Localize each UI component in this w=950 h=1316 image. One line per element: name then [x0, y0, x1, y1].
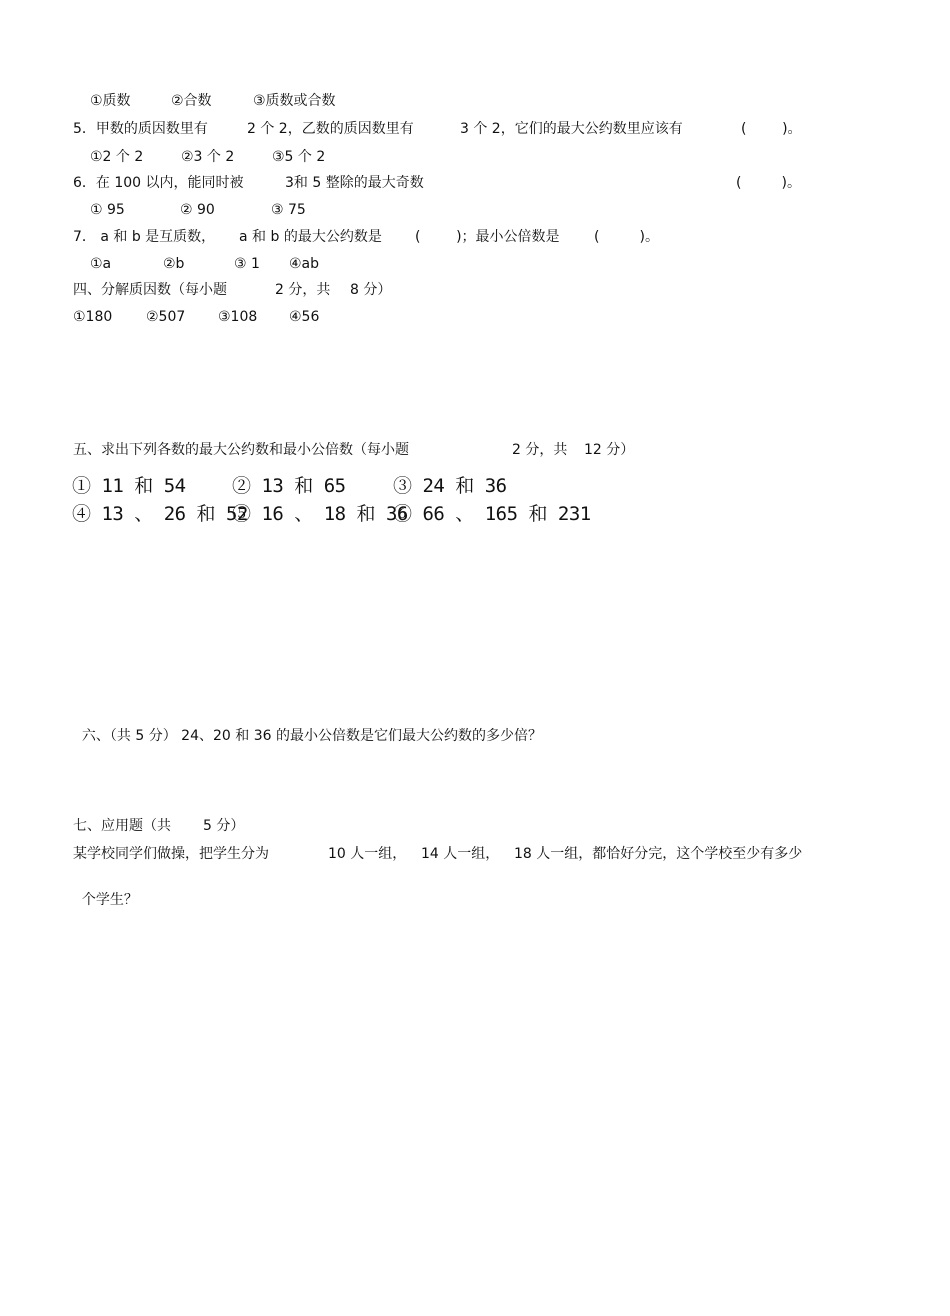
section-7-heading — [0, 817, 245, 835]
q7-options — [0, 255, 320, 273]
q5-option-c: ③5 个 2 — [272, 149, 326, 165]
section-7-body-part1: 某学校同学们做操，把学生分为 — [73, 846, 269, 862]
section-7-body-part3: 14 人一组， — [421, 846, 500, 862]
section-7-body-part2: 10 人一组， — [328, 846, 407, 862]
section-4-heading — [0, 281, 392, 299]
q6-text-part2: 3和 5 整除的最大奇数 — [285, 175, 424, 191]
q7-option-d: ④ab — [289, 256, 320, 272]
question-6 — [0, 174, 801, 192]
q5-text-part1: 5．甲数的质因数里有 — [73, 121, 208, 137]
q6-options — [0, 201, 306, 219]
section-4-title-part1: 四、分解质因数（每小题 — [73, 282, 227, 298]
q4-options — [0, 92, 336, 110]
section-7-body-continued: 个学生？ — [81, 892, 138, 908]
q6-option-a: ① 95 — [90, 202, 125, 218]
section-7-body-part4: 18 人一组，都恰好分完，这个学校至少有多少 — [514, 846, 803, 862]
section-6-question — [73, 709, 542, 744]
q6-option-c: ③ 75 — [271, 202, 306, 218]
q6-text-part1: 6．在 100 以内，能同时被 — [73, 175, 244, 191]
q7-text-part2: a 和 b 的最大公约数是 — [239, 229, 382, 245]
q6-answer-blank: ( )。 — [736, 175, 801, 191]
section-5-title-part2: 2 分，共 — [512, 442, 568, 458]
q7-answer-blank: ( )。 — [594, 229, 659, 245]
section-4-title-part2: 2 分，共 — [275, 282, 331, 298]
section-5-item: ③ 24 和 36 — [393, 475, 507, 497]
section-7-body — [0, 845, 803, 863]
q7-option-b: ②b — [163, 256, 185, 272]
q5-text-part2: 2 个 2，乙数的质因数里有 — [247, 121, 414, 137]
q7-option-a: ①a — [90, 256, 112, 272]
q4-option-b: ②合数 — [171, 93, 212, 109]
q7-option-c: ③ 1 — [234, 256, 260, 272]
section-5-title-part1: 五、求出下列各数的最大公约数和最小公倍数（每小题 — [73, 442, 409, 458]
section-7-title-part1: 七、应用题（共 — [73, 818, 171, 834]
section-4-items — [0, 308, 320, 326]
section-6-text: 六、（共 5 分） 24、20 和 36 的最小公倍数是它们最大公约数的多少倍？ — [81, 728, 542, 744]
question-5 — [0, 120, 802, 138]
section-4-item: ④56 — [289, 309, 320, 325]
q5-options — [0, 148, 326, 166]
section-5-item: ⑥ 66 、 165 和 231 — [393, 503, 591, 525]
section-4-title-part3: 8 分） — [350, 282, 392, 298]
q4-option-a: ①质数 — [90, 93, 131, 109]
section-5-item: ① 11 和 54 — [72, 475, 186, 497]
section-5-title-part3: 12 分） — [584, 442, 635, 458]
question-7 — [0, 228, 659, 246]
section-5-item: ② 13 和 65 — [232, 475, 346, 497]
q7-text-part3: ( )；最小公倍数是 — [415, 229, 560, 245]
section-5-item: ⑤ 16 、 18 和 36 — [232, 503, 408, 525]
section-5-heading — [0, 441, 635, 459]
section-4-item: ②507 — [146, 309, 186, 325]
section-4-item: ①180 — [73, 309, 113, 325]
q5-option-a: ①2 个 2 — [90, 149, 144, 165]
q5-text-part3: 3 个 2，它们的最大公约数里应该有 — [460, 121, 683, 137]
section-5-item: ④ 13 、 26 和 52 — [72, 503, 248, 525]
section-7-title-part2: 5 分） — [203, 818, 245, 834]
q4-option-c: ③质数或合数 — [253, 93, 336, 109]
q5-answer-blank: ( )。 — [741, 121, 802, 137]
section-7-body-line2 — [73, 873, 138, 908]
q6-option-b: ② 90 — [180, 202, 215, 218]
q7-text-part1: 7． a 和 b 是互质数， — [73, 229, 216, 245]
q5-option-b: ②3 个 2 — [181, 149, 235, 165]
section-4-item: ③108 — [218, 309, 258, 325]
